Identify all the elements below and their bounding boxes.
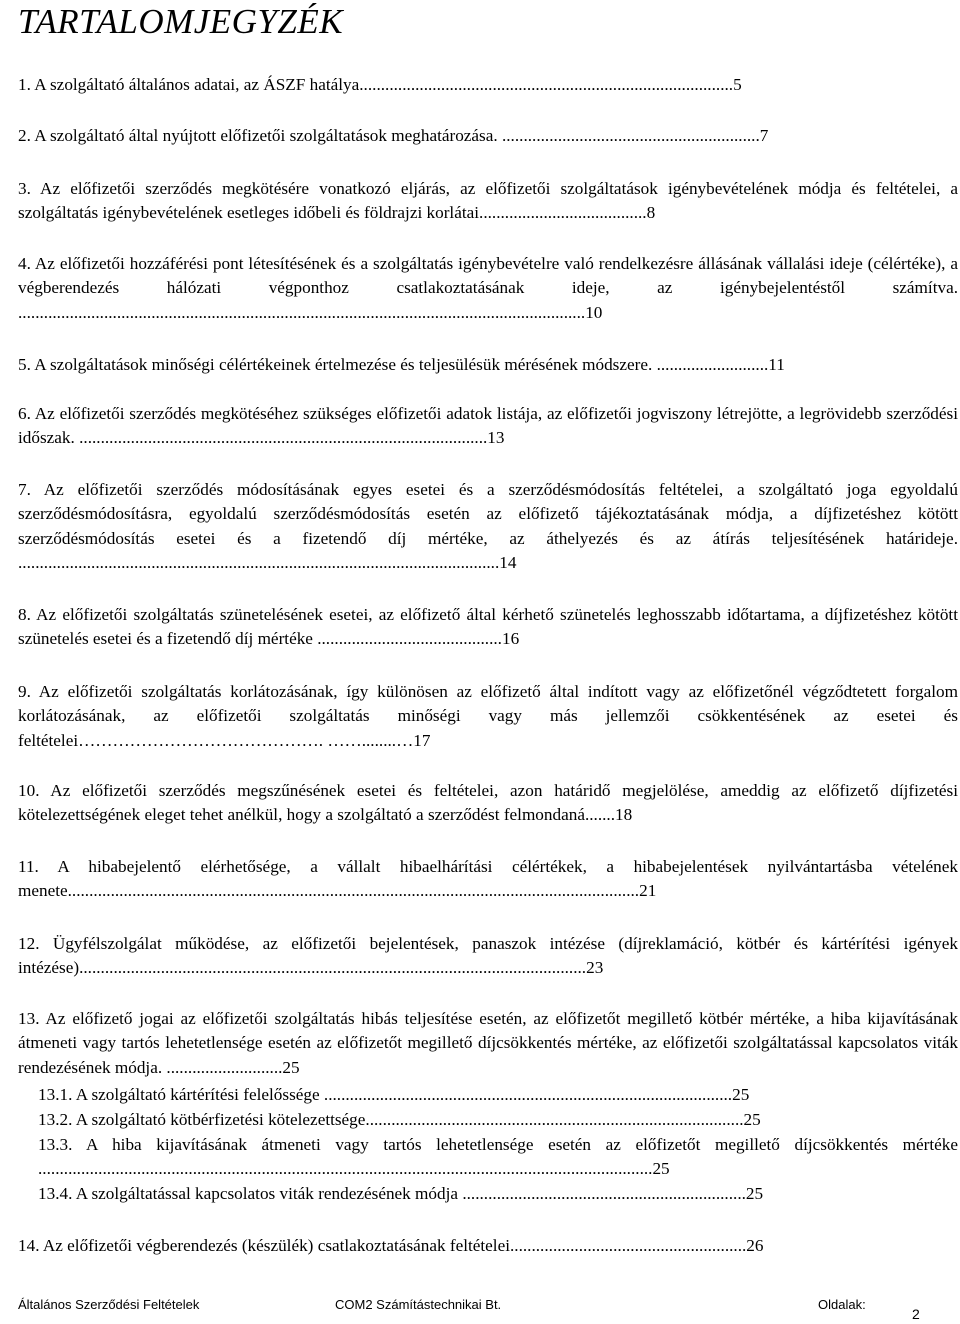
- toc-entry-2[interactable]: 2. A szolgáltató által nyújtott előfizetői szolgáltatások meghatározása. ............................................................7: [18, 126, 769, 145]
- toc-entry-7[interactable]: 7. Az előfizetői szerződés módosításának egyes esetei és a szerződésmódosítás feltételei, a szolgáltató joga egyoldalú szerződésmódosításra, egyoldalú szerződésmódosítás esetén az előfizető tájékoztatásának módja, a díjfizetéshez kötött szerződésmódosítás esetei és a fizetendő díj mértéke, az áthelyezés és az átírás teljesítésének határideje. ................................................................................................................14: [18, 480, 958, 573]
- footer-document-title: Általános Szerződési Feltételek: [18, 1297, 200, 1312]
- footer-company: COM2 Számítástechnikai Bt.: [335, 1297, 502, 1312]
- toc-entry-6[interactable]: 6. Az előfizetői szerződés megkötéséhez szükséges előfizetői adatok listája, az előfizetői jogviszony létrejötte, a legrövidebb szerződési időszak. ...............................................................................................13: [18, 404, 958, 448]
- toc-entry-13-3[interactable]: 13.3. A hiba kijavításának átmeneti vagy tartós lehetetlensége esetén az előfizetőt megillető díjcsökkentés mértéke ...............................................................................................................................................25: [38, 1135, 958, 1179]
- toc-entry-4[interactable]: 4. Az előfizetői hozzáférési pont létesítésének és a szolgáltatás igénybevételre való rendelkezésre állásának vállalási ideje (célértéke), a végberendezés hálózati végponthoz csatlakoztatásának ideje, az igénybejelentéstől számítva. ....................................................................................................................................10: [18, 254, 958, 322]
- toc-entry-1[interactable]: 1. A szolgáltató általános adatai, az ÁSZF hatálya.......................................................................................5: [18, 75, 742, 94]
- toc-entry-10[interactable]: 10. Az előfizetői szerződés megszűnésének esetei és feltételei, azon határidő megjelölése, ameddig az előfizető díjfizetési kötelezettségének eleget tehet anélkül, hogy a szolgáltató a szerződést felmondaná.......18: [18, 781, 958, 825]
- page-title: TARTALOMJEGYZÉK: [18, 2, 344, 41]
- toc-entry-9[interactable]: 9. Az előfizetői szolgáltatás korlátozásának, így különösen az előfizető által indított vagy az előfizetőnél végződtetett forgalom korlátozásának, az előfizetői szolgáltatás minőségi vagy más jellemzői csökkentésének az esetei és feltételei……………………………………. ……........…17: [18, 682, 958, 750]
- toc-entry-13-4[interactable]: 13.4. A szolgáltatással kapcsolatos viták rendezésének módja ..................................................................25: [38, 1184, 764, 1203]
- toc-entry-13-2[interactable]: 13.2. A szolgáltató kötbérfizetési kötelezettsége........................................................................................25: [38, 1110, 761, 1129]
- toc-entry-8[interactable]: 8. Az előfizetői szolgáltatás szünetelésének esetei, az előfizető által kérhető szünetelés leghosszabb időtartama, a díjfizetéshez kötött szünetelés esetei és a fizetendő díj mértéke ...........................................16: [18, 605, 958, 649]
- page-number: 2: [912, 1306, 920, 1322]
- toc-entry-13-1[interactable]: 13.1. A szolgáltató kártérítési felelőssége ...............................................................................................25: [38, 1085, 750, 1104]
- toc-entry-13[interactable]: 13. Az előfizető jogai az előfizetői szolgáltatás hibás teljesítése esetén, az előfizetőt megillető kötbér mértéke, a hiba kijavításának átmeneti vagy tartós lehetetlensége esetén az előfizetőt megillető díjcsökkentés mértéke, az előfizetői szolgáltatással kapcsolatos viták rendezésének módja. ...........................25: [18, 1009, 958, 1077]
- toc-entry-12[interactable]: 12. Ügyfélszolgálat működése, az előfizetői bejelentések, panaszok intézése (díjreklamáció, kötbér és kártérítési igények intézése)......................................................................................................................23: [18, 934, 958, 978]
- toc-entry-14[interactable]: 14. Az előfizetői végberendezés (készülék) csatlakoztatásának feltételei.......................................................26: [18, 1236, 764, 1255]
- toc-entry-3[interactable]: 3. Az előfizetői szerződés megkötésére vonatkozó eljárás, az előfizetői szolgáltatások igénybevételének módja és feltételei, a szolgáltatás igénybevételének esetleges időbeli és földrajzi korlátai.......................................8: [18, 179, 958, 223]
- toc-entry-5[interactable]: 5. A szolgáltatások minőségi célértékeinek értelmezése és teljesülésük mérésének módszere. ..........................11: [18, 355, 785, 374]
- footer-pages-label: Oldalak:: [818, 1297, 866, 1312]
- toc-entry-11[interactable]: 11. A hibabejelentő elérhetősége, a vállalt hibaelhárítási célértékek, a hibabejelentések nyilvántartásba vételének menete.....................................................................................................................................21: [18, 857, 958, 901]
